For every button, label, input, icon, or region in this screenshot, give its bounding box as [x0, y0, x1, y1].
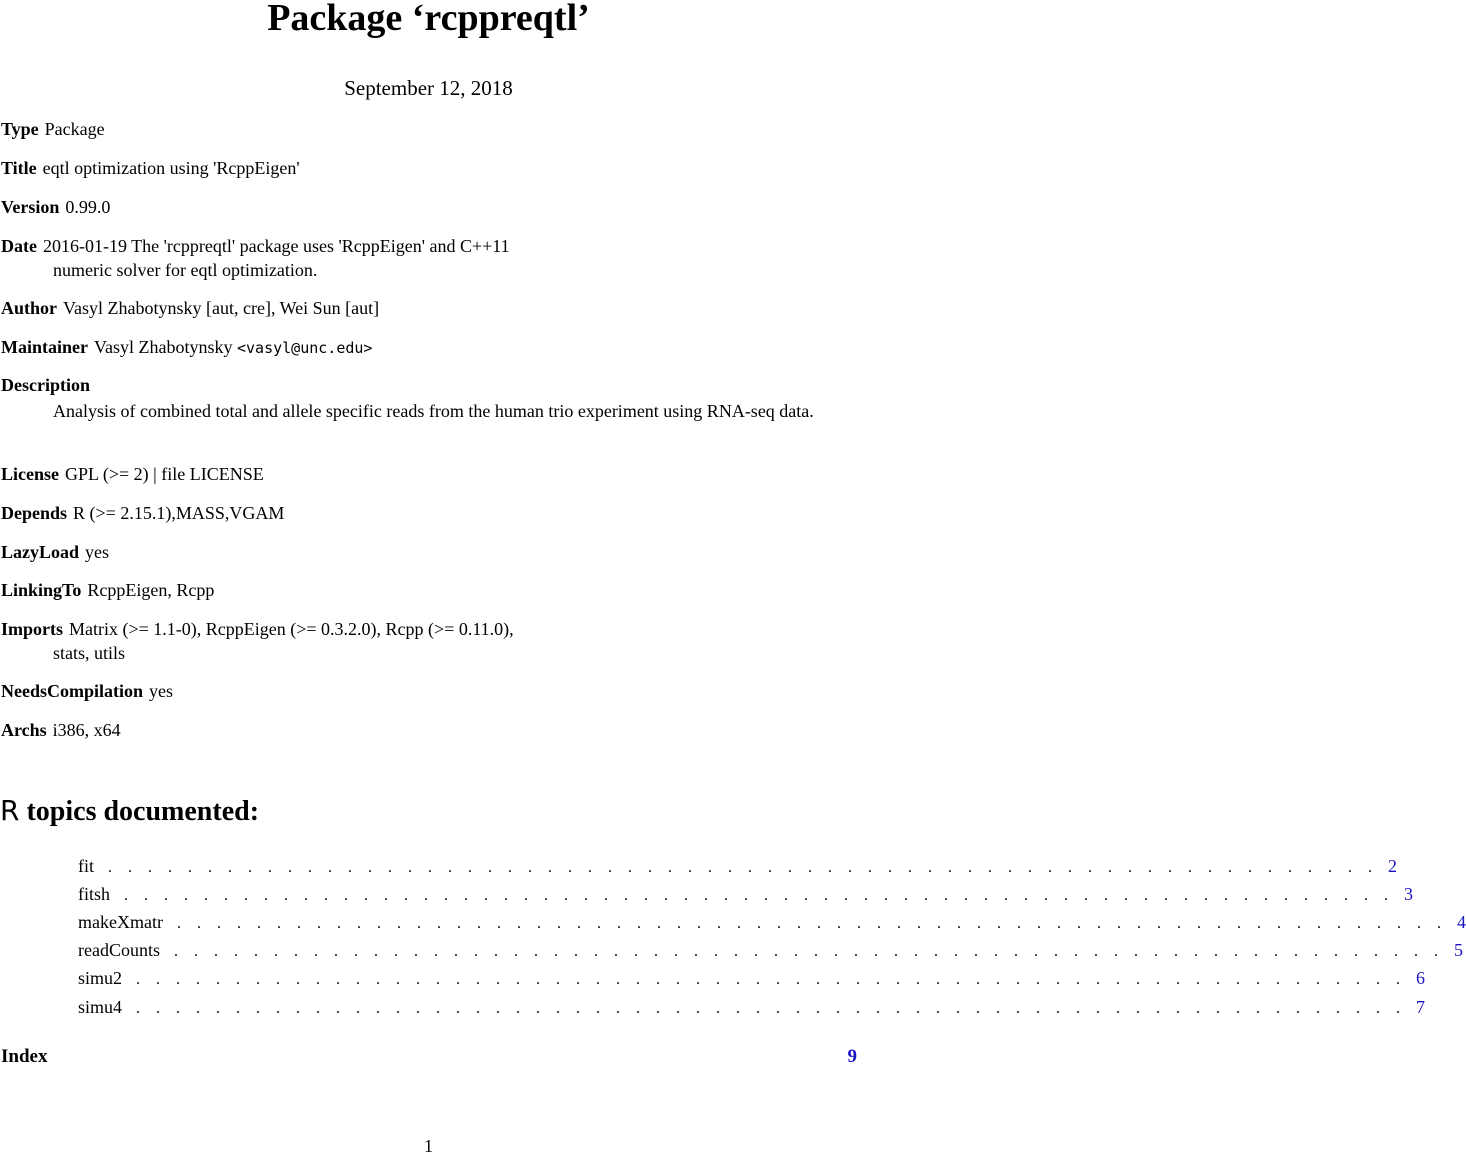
field-author	[1, 296, 379, 320]
field-type	[1, 117, 105, 141]
toc-index[interactable]	[1, 1045, 857, 1069]
field-value: eqtl optimization using 'RcppEigen'	[42, 158, 300, 178]
toc-leader-dots: . . . . . . . . . . . . . . . . . . . . . . . . . . . . . . . . . . . . . . . . . . . . . . . . . . . . . . . . . . . . . . . .	[108, 859, 1378, 876]
field-value: i386, x64	[52, 720, 121, 740]
toc-item-name[interactable]: simu2	[78, 968, 123, 988]
field-key: Type	[1, 119, 39, 139]
field-key: Title	[1, 158, 37, 178]
field-value-continued: stats, utils	[53, 643, 126, 663]
toc-item-fit[interactable]	[78, 855, 1397, 877]
field-version	[1, 195, 110, 219]
field-key: Archs	[1, 720, 47, 740]
toc-leader-dots: . . . . . . . . . . . . . . . . . . . . . . . . . . . . . . . . . . . . . . . . . . . . . . . . . . . . . . . . . . . . . . . .	[136, 971, 1407, 988]
toc-item-page-link[interactable]: 6	[1416, 968, 1426, 988]
field-value: R (>= 2.15.1),MASS,VGAM	[73, 503, 285, 523]
r-logo-glyph: R	[0, 794, 20, 827]
field-key: Author	[1, 298, 58, 318]
field-description-key: Description	[1, 375, 90, 395]
field-key: Date	[1, 236, 37, 256]
field-depends	[1, 501, 284, 525]
toc-leader-dots: . . . . . . . . . . . . . . . . . . . . . . . . . . . . . . . . . . . . . . . . . . . . . . . . . . . . . . . . . . . . . . . .	[176, 915, 1447, 932]
field-value: RcppEigen, Rcpp	[87, 580, 215, 600]
field-value: 0.99.0	[65, 197, 111, 217]
field-date	[1, 234, 510, 282]
field-key: Imports	[1, 619, 63, 639]
field-linkingto	[1, 578, 214, 602]
field-value: Matrix (>= 1.1-0), RcppEigen (>= 0.3.2.0), Rcpp (>= 0.11.0),	[69, 619, 514, 639]
toc-item-fitsh[interactable]	[78, 883, 1414, 905]
index-label[interactable]: Index	[1, 1046, 48, 1067]
toc-item-page-link[interactable]: 3	[1404, 884, 1414, 904]
field-key: Depends	[1, 503, 68, 523]
field-needscompilation	[1, 679, 173, 703]
field-key: LinkingTo	[1, 580, 82, 600]
field-lazyload	[1, 540, 109, 564]
field-archs	[1, 718, 121, 742]
toc-item-name[interactable]: fit	[78, 856, 94, 876]
field-value: Package	[44, 119, 105, 139]
toc-item-readcounts[interactable]	[78, 939, 1463, 961]
toc-heading-text: topics documented:	[26, 796, 260, 827]
field-value: Vasyl Zhabotynsky [aut, cre], Wei Sun [aut]	[63, 298, 380, 318]
toc-leader-dots: . . . . . . . . . . . . . . . . . . . . . . . . . . . . . . . . . . . . . . . . . . . . . . . . . . . . . . . . . . . . . . . .	[124, 887, 1395, 904]
field-value: Vasyl Zhabotynsky	[94, 337, 233, 357]
toc-item-page-link[interactable]: 2	[1388, 856, 1397, 876]
index-page-link[interactable]: 9	[847, 1046, 857, 1067]
publication-date: September 12, 2018	[344, 76, 513, 100]
toc-item-name[interactable]: readCounts	[78, 940, 160, 960]
field-value: yes	[149, 681, 174, 701]
field-key: Version	[1, 197, 60, 217]
toc-item-name[interactable]: makeXmatr	[78, 912, 163, 932]
field-value: GPL (>= 2) | file LICENSE	[65, 464, 264, 484]
package-title: Package ‘rcppreqtl’	[267, 0, 590, 39]
field-description-value: Analysis of combined total and allele specific reads from the human trio experiment using RNA-seq data.	[53, 401, 814, 421]
toc-item-simu4[interactable]	[78, 996, 1426, 1018]
toc-leader-dots: . . . . . . . . . . . . . . . . . . . . . . . . . . . . . . . . . . . . . . . . . . . . . . . . . . . . . . . . . . . . . . . .	[173, 943, 1444, 960]
field-value-continued: numeric solver for eqtl optimization.	[53, 260, 318, 280]
field-key: NeedsCompilation	[1, 681, 144, 701]
field-key: LazyLoad	[1, 542, 80, 562]
field-title	[1, 156, 300, 180]
toc-item-name[interactable]: simu4	[78, 997, 123, 1017]
toc-item-page-link[interactable]: 7	[1416, 997, 1426, 1017]
toc-leader-dots: . . . . . . . . . . . . . . . . . . . . . . . . . . . . . . . . . . . . . . . . . . . . . . . . . . . . . . . . . . . . . . . .	[136, 1000, 1407, 1017]
field-maintainer	[1, 335, 372, 360]
page-number: 1	[424, 1136, 433, 1156]
field-key: License	[1, 464, 59, 484]
toc-item-page-link[interactable]: 5	[1453, 940, 1463, 960]
field-value: 2016-01-19 The 'rcppreqtl' package uses 'RcppEigen' and C++11	[42, 236, 510, 256]
maintainer-email: <vasyl@unc.edu>	[237, 339, 373, 357]
field-license	[1, 462, 264, 486]
toc-item-simu2[interactable]	[78, 967, 1426, 989]
toc-item-page-link[interactable]: 4	[1456, 912, 1466, 932]
field-key: Maintainer	[1, 337, 88, 357]
toc-heading	[0, 794, 259, 829]
field-imports	[1, 617, 514, 665]
toc-item-name[interactable]: fitsh	[78, 884, 111, 904]
field-value: yes	[85, 542, 110, 562]
toc-item-makexmatr[interactable]	[78, 911, 1466, 933]
